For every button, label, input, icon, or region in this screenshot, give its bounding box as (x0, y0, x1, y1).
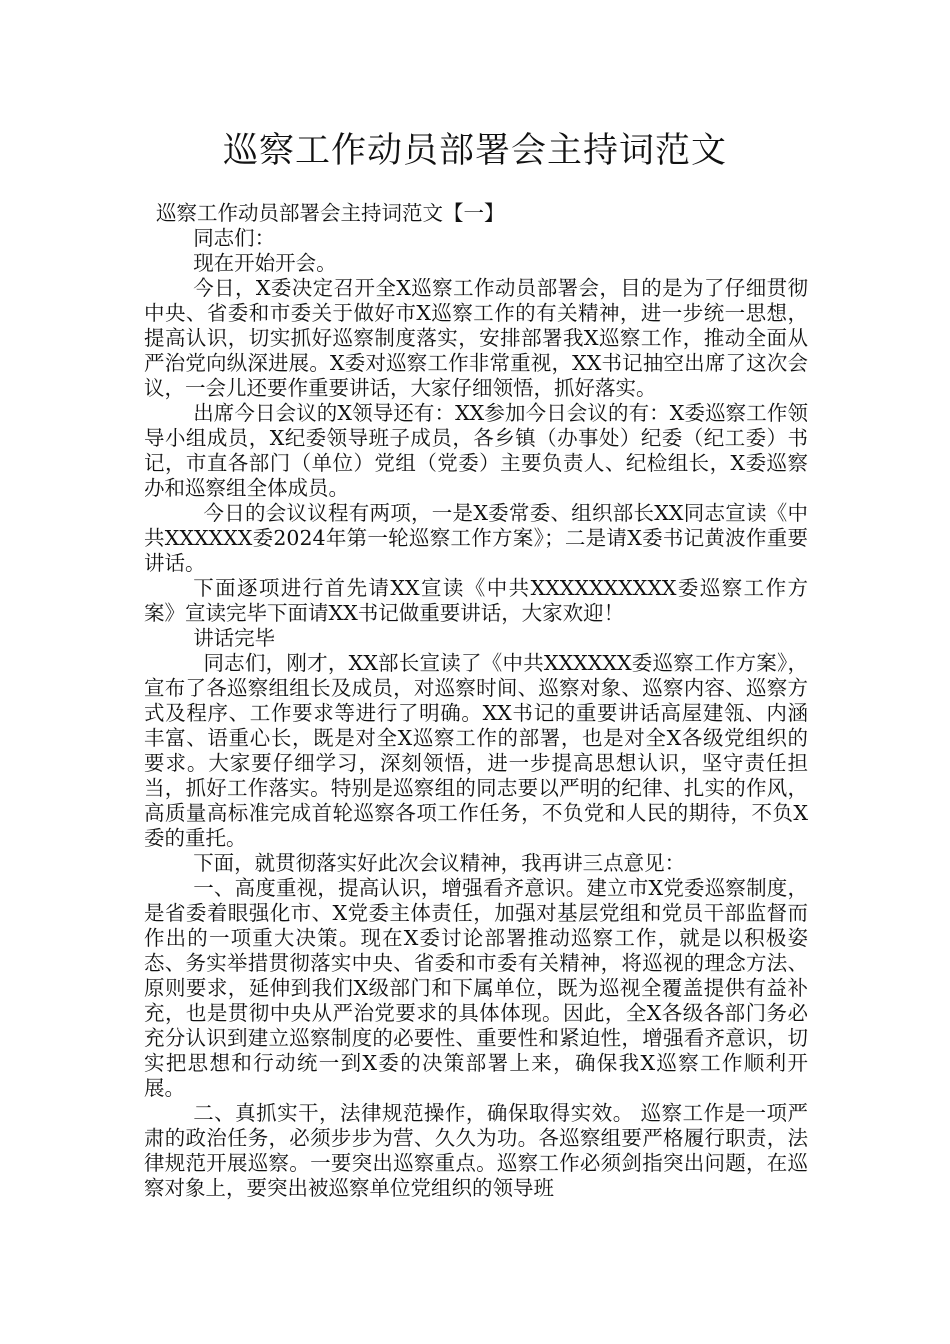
paragraph-agenda: 今日的会议议程有两项，一是X委常委、组织部长XX同志宣读《中共XXXXXX委2024年第一轮巡察工作方案》；二是请X委书记黄波作重要讲话。 (144, 501, 808, 575)
paragraph-point-two: 二、真抓实干，法律规范操作，确保取得实效。 巡察工作是一项严肃的政治任务，必须步步为营、久久为功。各巡察组要严格履行职责，法律规范开展巡察。一要突出巡察重点。巡察工作必须剑指突出问题，在巡察对象上，要突出被巡察单位党组织的领导班 (144, 1101, 808, 1200)
paragraph-attendees: 出席今日会议的X领导还有：XX参加今日会议的有：X委巡察工作领导小组成员，X纪委领导班子成员，各乡镇（办事处）纪委（纪工委）书记，市直各部门（单位）党组（党委）主要负责人、纪检组长，X委巡察办和巡察组全体成员。 (144, 401, 808, 500)
paragraph-three-points: 下面，就贯彻落实好此次会议精神，我再讲三点意见： (193, 851, 686, 875)
paragraph-purpose: 今日，X委决定召开全X巡察工作动员部署会，目的是为了仔细贯彻中央、省委和市委关于做好市X巡察工作的有关精神，进一步统一思想，提高认识，切实抓好巡察制度落实，安排部署我X巡察工作，推动全面从严治党向纵深进展。X委对巡察工作非常重视，XX书记抽空出席了这次会议，一会儿还要作重要讲话，大家仔细领悟，抓好落实。 (144, 276, 808, 400)
paragraph-summary: 同志们，刚才，XX部长宣读了《中共XXXXXX委巡察工作方案》，宣布了各巡察组组长及成员，对巡察时间、巡察对象、巡察内容、巡察方式及程序、工作要求等进行了明确。XX书记的重要讲话高屋建瓴、内涵丰富、语重心长，既是对全X巡察工作的部署，也是对全X各级党组织的要求。大家要仔细学习，深刻领悟，进一步提高思想认识，坚守责任担当，抓好工作落实。特别是巡察组的同志要以严明的纪律、扎实的作风，高质量高标准完成首轮巡察各项工作任务，不负党和人民的期待，不负X委的重托。 (144, 651, 808, 850)
paragraph-proceed: 下面逐项进行首先请XX宣读《中共XXXXXXXXXX委巡察工作方案》宣读完毕下面请XX书记做重要讲话，大家欢迎！ (144, 576, 808, 625)
document-title: 巡察工作动员部署会主持词范文 (222, 131, 727, 171)
paragraph-salutation: 同志们： (193, 226, 276, 250)
paragraph-speech-end: 讲话完毕 (193, 626, 276, 650)
paragraph-opening: 现在开始开会。 (193, 251, 337, 275)
paragraph-point-one: 一、高度重视，提高认识，增强看齐意识。建立市X党委巡察制度，是省委着眼强化市、X党委主体责任，加强对基层党组和党员干部监督而作出的一项重大决策。现在X委讨论部署推动巡察工作，就是以积极姿态、务实举措贯彻落实中央、省委和市委有关精神，将巡视的理念方法、原则要求，延伸到我们X级部门和下属单位，既为巡视全覆盖提供有益补充，也是贯彻中央从严治党要求的具体体现。因此，全X各级各部门务必充分认识到建立巡察制度的必要性、重要性和紧迫性，增强看齐意识，切实把思想和行动统一到X委的决策部署上来，确保我X巡察工作顺利开展。 (144, 876, 808, 1100)
document-body (144, 201, 808, 1201)
section-heading: 巡察工作动员部署会主持词范文【一】 (156, 201, 505, 225)
